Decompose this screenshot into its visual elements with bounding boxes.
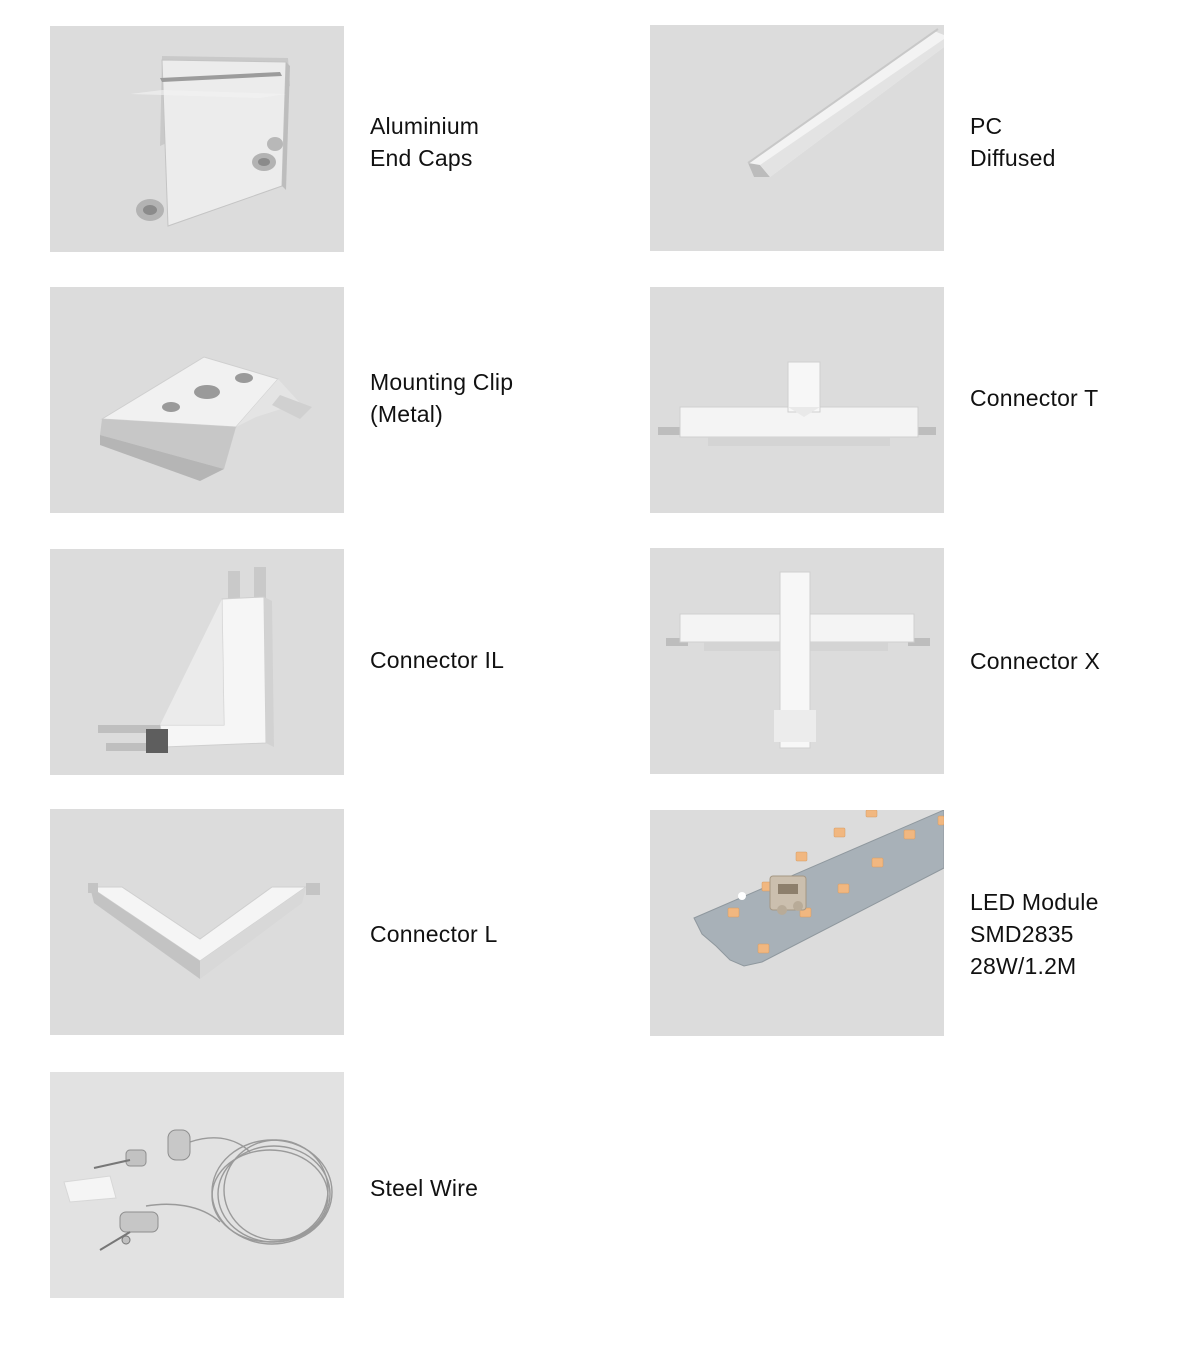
connector-t-label [970,382,1098,414]
connector-x-label [970,645,1100,677]
mounting-clip-label-line-2: (Metal) [370,401,443,427]
pc-diffuser-illustration [650,25,944,251]
pc-diffused-label-line-1: PC [970,113,1003,139]
mounting-clip-label-line-1: Mounting Clip [370,369,514,395]
led-module-label-line-1: LED Module [970,889,1099,915]
connector-x-illustration [650,548,944,774]
connector-x-image [650,548,944,774]
steel-wire-label [370,1172,478,1204]
led-module-label-line-2: SMD2835 [970,921,1074,947]
connector-t-illustration [650,287,944,513]
led-module-label [970,886,1099,982]
connector-x-label-line-1: Connector X [970,648,1101,674]
end-cap-label-line-2: End Caps [370,145,473,171]
led-module-image [650,810,944,1036]
steel-wire-image [50,1072,344,1298]
end-cap-illustration [50,26,344,252]
steel-wire-illustration [50,1072,344,1298]
connector-l-image [50,809,344,1035]
end-cap-label-line-1: Aluminium [370,113,480,139]
mounting-clip-label [370,366,513,430]
pc-diffused-label-line-2: Diffused [970,145,1056,171]
mounting-clip-illustration [50,287,344,513]
connector-il-label [370,644,504,676]
connector-l-label-line-1: Connector L [370,921,498,947]
connector-il-illustration [50,549,344,775]
connector-il-image [50,549,344,775]
pc-diffused-image [650,25,944,251]
connector-t-image [650,287,944,513]
connector-il-label-line-1: Connector IL [370,647,505,673]
connector-l-illustration [50,809,344,1035]
mounting-clip-image [50,287,344,513]
led-module-illustration [650,810,944,1036]
connector-l-label [370,918,498,950]
end-cap-image [50,26,344,252]
steel-wire-label-line-1: Steel Wire [370,1175,479,1201]
end-cap-label [370,110,479,174]
connector-t-label-line-1: Connector T [970,385,1099,411]
pc-diffused-label [970,110,1056,174]
led-module-label-line-3: 28W/1.2M [970,953,1077,979]
